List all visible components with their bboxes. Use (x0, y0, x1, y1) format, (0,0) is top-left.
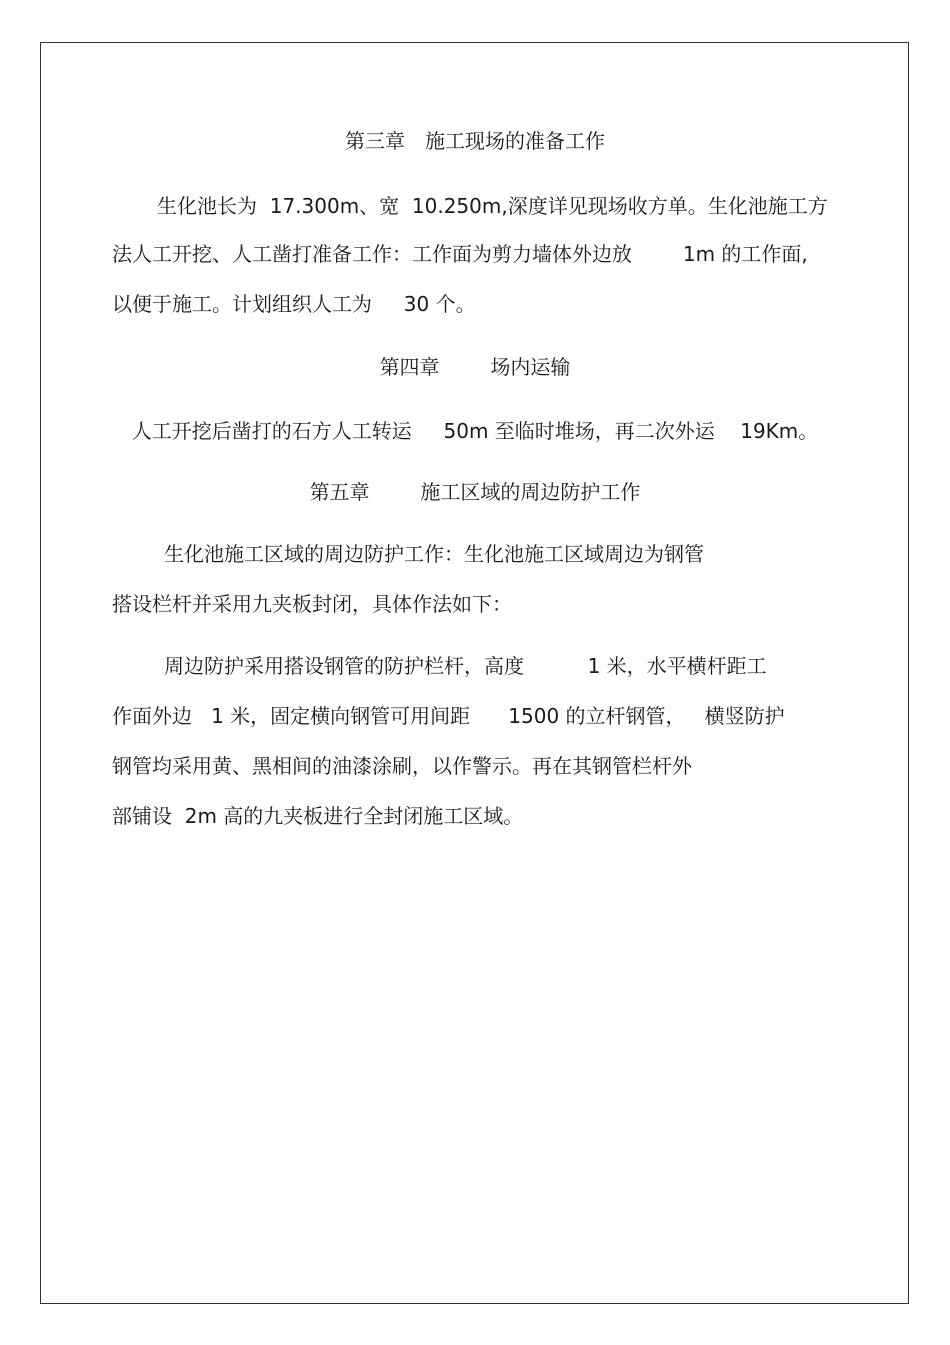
chapter-5-para-1-line-1: 生化池施工区域的周边防护工作：生化池施工区域周边为钢管 (164, 542, 704, 566)
chapter-5-heading: 第五章 施工区域的周边防护工作 (309, 480, 641, 504)
chapter-5-para-1-line-2: 搭设栏杆并采用九夹板封闭，具体作法如下： (112, 592, 512, 616)
chapter-4-heading: 第四章 场内运输 (379, 355, 571, 379)
chapter-4-line-1: 人工开挖后凿打的石方人工转运 50m 至临时堆场，再二次外运 19Km。 (131, 419, 819, 443)
chapter-3-line-3: 以便于施工。计划组织人工为 30 个。 (112, 292, 476, 316)
chapter-3-line-1: 生化池长为 17.300m、宽 10.250m,深度详见现场收方单。生化池施工方 (157, 194, 828, 218)
chapter-5-para-2-line-4: 部铺设 2m 高的九夹板进行全封闭施工区域。 (112, 804, 524, 828)
chapter-5-para-2-line-3: 钢管均采用黄、黑相间的油漆涂刷，以作警示。再在其钢管栏杆外 (112, 754, 692, 778)
chapter-5-para-2-line-1: 周边防护采用搭设钢管的防护栏杆，高度 1 米，水平横杆距工 (164, 654, 767, 678)
chapter-3-heading: 第三章 施工现场的准备工作 (345, 129, 605, 153)
chapter-3-line-2: 法人工开挖、人工凿打准备工作：工作面为剪力墙体外边放 1m 的工作面, (112, 242, 808, 266)
chapter-5-para-2-line-2: 作面外边 1 米，固定横向钢管可用间距 1500 的立杆钢管， 横竖防护 (112, 704, 785, 728)
